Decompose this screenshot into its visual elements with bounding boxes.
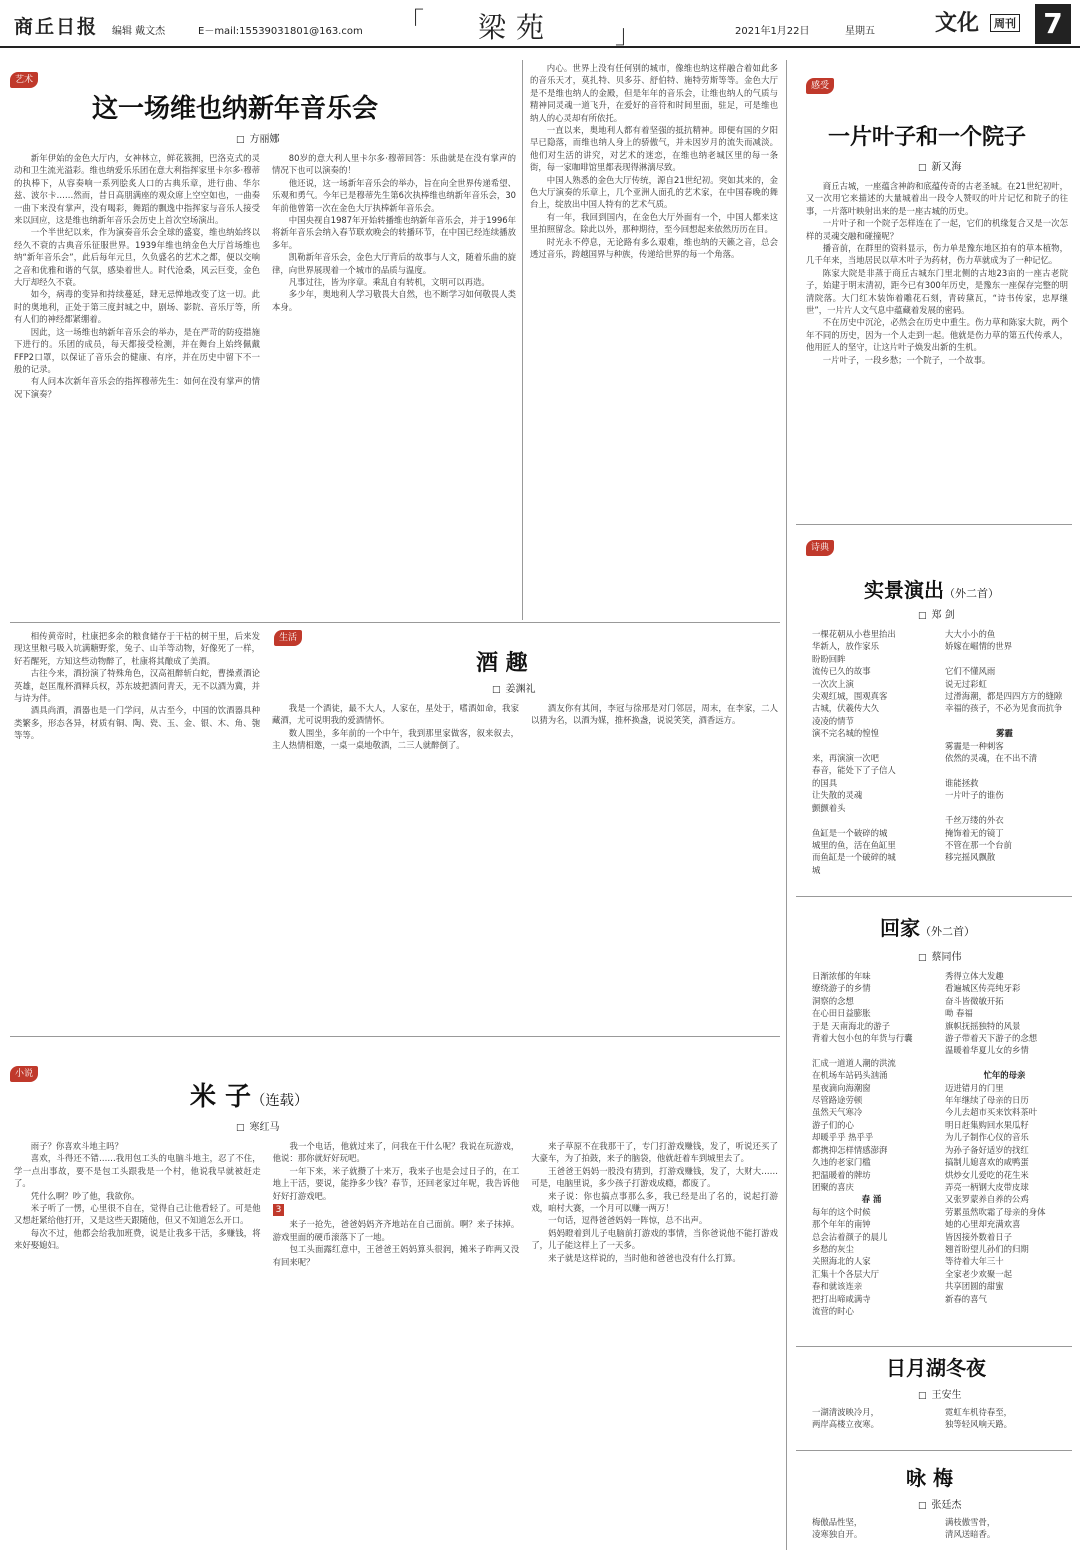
- paragraph: 来子一抢先，爸爸妈妈齐齐地站在自己面前。啊？来子抹掉。游戏里面的硬币滚落下了一地。: [272, 1219, 520, 1242]
- poem-line: 洞察的念想: [812, 995, 854, 1006]
- music-article-body: [14, 152, 260, 620]
- poem-line: 虽然天气寒冷: [812, 1107, 863, 1118]
- poem-line: 汇集十个各层大厅: [812, 1268, 879, 1279]
- poem-line: 皆因接外数着日子: [945, 1231, 1012, 1242]
- paragraph: 多少年，奥地利人学习敬畏大自然，也不断学习如何敬畏人类本身。: [272, 289, 516, 312]
- poem-line: 清风送暗香。: [945, 1529, 996, 1540]
- poem-line: 一次次上演: [812, 678, 854, 689]
- poem-line: [945, 653, 1064, 665]
- section-divider: [10, 1036, 780, 1037]
- poem-line: 缭绕游子的乡情: [812, 983, 871, 994]
- poem-line: 星夜滴向海潮窗: [812, 1082, 871, 1093]
- poem-line: 日渐浓郁的年味: [812, 971, 871, 981]
- poem-line: 大大小小的鱼: [945, 629, 996, 639]
- poem-line: 依然的灵魂，在不出不清: [945, 753, 1038, 764]
- poem-line: 每年的这个时候: [812, 1206, 871, 1217]
- poem-line: 背着大包小包的年货与行囊: [812, 1033, 913, 1044]
- poem-line: 烘炒女儿爱吃的花生米: [945, 1169, 1029, 1180]
- poem-line: [812, 814, 931, 826]
- tag-poetry: 诗典: [806, 540, 834, 556]
- paragraph: 我一个电话，他就过来了，问我在干什么呢？我说在玩游戏，他说：那你就好好玩吧。: [272, 1141, 520, 1164]
- poem-line: 尖观红城，围观真客: [812, 691, 888, 702]
- poem-line: 关照海北的人家: [812, 1256, 871, 1267]
- paragraph: 酒友你有其间，李冠与徐邢是对门邻居，周末，在李家，二人以猜为名，以酒为媒，推杯换盏，说说笑笑，酒香远方。: [531, 703, 778, 726]
- poem-line: 颤颤着头: [812, 802, 846, 813]
- poem-line: 的国具: [812, 777, 838, 788]
- supplement-name: 文化: [935, 10, 980, 36]
- poem-line: 新春的喜气: [945, 1293, 987, 1304]
- poem-line: 把温暖着的牌坊: [812, 1169, 871, 1180]
- poem-line: 为孙子备好适岁的找红: [945, 1144, 1029, 1155]
- poem-line: [945, 764, 1064, 776]
- poem-line: 春音，能处下了子信人: [812, 765, 896, 776]
- poem-line: 说无过彩虹: [945, 678, 987, 689]
- poem-line: 游子带着天下游子的念想: [945, 1033, 1038, 1044]
- paragraph: 相传黄帝时，杜康把多余的粮食储存于干枯的树干里，后来发现这里粮弓吸入坑满糖野浆，兔子、山羊等动物，好像死了一样，好若醒死，方知这些动物醉了，杜康将其酿成了美酒。: [14, 631, 260, 666]
- paragraph: 内心。世界上没有任何别的城市，像维也纳这样融合着如此多的音乐天才，莫扎特、贝多芬、舒伯特、施特劳斯等等。金色大厅是不是维也纳人的金殿，但是年年的音乐会，让维也纳人的气质与精神同灵魂一道飞升，在爱好的音符和时间里面，驻足，可是维也纳人的心灵却有所依托。: [530, 63, 778, 123]
- poem-line: 在机场车站码头汹涌: [812, 1070, 888, 1081]
- poem-line: 尽管路途劳顿: [812, 1095, 863, 1106]
- paragraph: 一片叶子和一个院子怎样连在了一起，它们的机缘复合又是一次怎样的灵魂交融和碰撞呢？: [806, 218, 1068, 241]
- paragraph: 每次不过，他都会给我加班费，说是让我多干活，多赚钱，将来好娶媳妇。: [14, 1227, 261, 1251]
- paragraph: 他还说，这一场新年音乐会的举办，旨在向全世界传递希望、乐观和勇气。今年已是穆蒂先生第6次执棒维也纳新年音乐会，30年前他曾第一次在金色大厅执棒新年音乐会。: [272, 177, 516, 213]
- wine-article-body-right: [272, 702, 778, 1032]
- paragraph: 商丘古城，一座蕴含神韵和底蕴传奇的古老圣城。在21世纪初叶，又一次用它来描述的大量城着出一段令人赞叹的叶片记忆和院子的往事，一片落叶映射出来的是一座古城的历史。: [806, 181, 1068, 216]
- editor-email: E－mail:15539031801@163.com: [198, 26, 363, 37]
- poem-line: 不管在那一个台前: [945, 839, 1012, 850]
- section-divider: [10, 622, 780, 623]
- paragraph: 来子就是这样说的，当时他和爸爸也没有什么打算。: [548, 1252, 741, 1263]
- poem-line: 谁能拯救: [945, 777, 979, 788]
- poem-line: 久违的老家门槛: [812, 1157, 871, 1168]
- poem-line: 在心田日益膨胀: [812, 1008, 871, 1019]
- poem-line: [945, 715, 1064, 727]
- poem-line: 她的心里却充满欢喜: [945, 1219, 1021, 1230]
- paragraph: 喜欢，斗得还不错……我用包工头的电脑斗地主，忍了不住，学一点出事故，要不是包工头跟我是一个村，他说我早就被赶走了。: [14, 1153, 261, 1189]
- poem-line: 古城，伏羲传大久: [812, 703, 879, 714]
- poem-line: 呦 春福: [945, 1008, 973, 1019]
- poem-line: 春和就该连亲: [812, 1281, 863, 1292]
- paragraph: 一个半世纪以来，作为演奏音乐会全球的盛宴，维也纳始终以经久不衰的古典音乐征服世界。1939年维也纳金色大厅首场维也纳“新年音乐会”，此后每年元旦，久负盛名的艺术之都，便以交响之音和优雅和谐的气氛，感染着世人。时代沧桑，风云巨变，金色大厅却经久不衰。: [14, 227, 260, 288]
- poem-lake-lines: [812, 1406, 1064, 1446]
- poem-line: 雾霾: [996, 728, 1013, 739]
- paragraph: 因此，这一场维也纳新年音乐会的举办，是在严苛的防疫措施下进行的。乐团的成员，每天都接受检测，并在舞台上始终佩戴FFP2口罩，以保证了音乐会的健康、有序，并在历史中留下不一般的记录。: [14, 326, 260, 374]
- paragraph: 王爸爸王妈妈一股没有猜到，打游戏赚钱，发了，大财大……可是，电脑里说，多少孩子打游戏成瘾，都废了。: [531, 1165, 778, 1189]
- poem-line: 翘首盼望儿孙们的归期: [945, 1243, 1029, 1254]
- paper-name: 商丘日报: [14, 16, 99, 38]
- leaf-article-body: [806, 180, 1068, 518]
- section-divider: [796, 896, 1072, 897]
- poem-line: 又张罗蒙养自养的公鸡: [945, 1194, 1029, 1205]
- paragraph: 雨子？你喜欢斗地主吗？: [30, 1141, 123, 1151]
- poem-home-title: 回家（外二首）: [880, 916, 975, 940]
- tag-fiction: 小说: [10, 1066, 38, 1082]
- poem-plum-author: □ 张廷杰: [918, 1496, 962, 1511]
- poem-group-title: 实景演出（外二首）: [864, 578, 999, 602]
- paragraph: 我是一个酒徒，最不大人，人家在，星处于，嗜酒如命，我家藏酒，尤可说明我的爱酒情怀。: [272, 703, 519, 726]
- section-divider: [796, 1346, 1072, 1347]
- poem-line: 共享团圆的甜蜜: [945, 1281, 1004, 1292]
- poem-line: 迈进错月的门里: [945, 1082, 1004, 1093]
- rice-serial-author: □ 寒红马: [236, 1118, 280, 1133]
- poem-line: 旗帜抚摇独特的风景: [945, 1020, 1021, 1031]
- poem-line: 流营的时心: [812, 1305, 854, 1316]
- poem-line: 都携抑怎样情感澎湃: [812, 1144, 888, 1155]
- poem-line: 年年继续了母亲的日历: [945, 1095, 1029, 1106]
- poem-lake-title: 日月湖冬夜: [886, 1356, 986, 1380]
- paragraph: 凯勒新年音乐会，金色大厅背后的故事与人文，随着乐曲的旋律，向世界展现着一个城市的品质与温度。: [272, 252, 516, 275]
- paragraph: 数人围坐，多年前的一个中午，我到那里家做客，叙来叙去，主人热情相邀，一桌一桌地敬酒，二三人就醉倒了。: [272, 727, 519, 751]
- paragraph: 有一年，我回到国内，在金色大厅外面有一个，中国人都来这里拍照留念。除此以外，那种期待，至今回想起来依然历历在目。: [530, 211, 778, 235]
- poem-line: 梅傲品性坚，: [812, 1517, 863, 1527]
- paragraph: 来子草原不在我那干了，专门打游戏赚钱，发了，听说还买了大豪车，为了拍鼓，来子的脑袋，他就赶着车到城里去了。: [531, 1141, 778, 1164]
- paragraph: 一句话，逗得爸爸妈妈一阵惊，总不出声。: [548, 1215, 708, 1226]
- rice-serial-title: 米 子（连载）: [190, 1082, 309, 1112]
- poem-line: 为儿子制作心仪的音乐: [945, 1132, 1029, 1143]
- paragraph: 一年下来，米子就攒了十来万，我来子也是会过日子的，在工地上干活，要说，能挣多少钱？春节，还回老家过年呢，我告诉他好好打游戏吧。: [272, 1165, 520, 1201]
- poem-line: 一棵花朝从小巷里抬出: [812, 629, 896, 639]
- poem-line: 让失散的灵魂: [812, 790, 863, 801]
- poem-home-lines: [812, 970, 1064, 1342]
- music-article-body-tail: [530, 62, 778, 620]
- poem-line: 秀得立体大发趣: [945, 971, 1004, 981]
- poem-lake-author: □ 王安生: [918, 1386, 962, 1401]
- poem-line: 忙年的母亲: [983, 1070, 1026, 1081]
- poem-line: 满枝傲雪骨，: [945, 1517, 996, 1527]
- poem-line: 春 涌: [861, 1194, 882, 1205]
- poem-line: [945, 802, 1064, 814]
- column-divider: [522, 60, 523, 620]
- poem-line: 两岸高楼立夜寒。: [812, 1419, 879, 1430]
- paragraph: 凡事过往，皆为序章。乘乱自有转机，文明可以再造。: [288, 277, 490, 288]
- paragraph: 来子说：你也搞点事那么多，我已经是出了名的，说起打游戏，咱村大赛，一个月可以赚一两万！: [531, 1190, 778, 1214]
- paragraph: 如今，病毒的变异和持续蔓延，肆无忌惮地改变了这一切。此时的奥地利，正处于第三度封城之中，剧场、影院、音乐厅等，所有人们的神经都紧绷着。: [14, 289, 260, 325]
- paragraph: 80岁的意大利人里卡尔多·穆蒂回答：乐曲就是在没有掌声的情况下也可以演奏的！: [272, 153, 516, 176]
- poem-line: 凌寒独自开。: [812, 1529, 863, 1540]
- music-article-title: 这一场维也纳新年音乐会: [92, 94, 379, 124]
- tag-feeling: 感受: [806, 78, 834, 94]
- poem-line: 奋斗皆微敏开拓: [945, 995, 1004, 1006]
- poem-line: 一片叶子的谁伤: [945, 790, 1004, 801]
- poem-line: 过滑海潮，都是四四方方的缝隙: [945, 691, 1063, 702]
- leaf-article-author: □ 新又海: [918, 158, 962, 173]
- paragraph: 凭什么啊？吵了他，我欲你。: [30, 1190, 140, 1201]
- poem-line: 劳累虽然吹霜了母亲的身体: [945, 1206, 1046, 1217]
- poem-line: 来，再演演一次吧: [812, 753, 879, 764]
- poem-line: [812, 1044, 931, 1056]
- weekly-badge: 周刊: [990, 14, 1020, 32]
- poem-group-author: □ 郑 剑: [918, 606, 955, 621]
- paragraph: 有人问本次新年音乐会的指挥穆蒂先生：如何在没有掌声的情况下演奏？: [14, 376, 260, 399]
- poem-line: 等待着大年三十: [945, 1256, 1004, 1267]
- paragraph: 中国央视自1987年开始转播维也纳新年音乐会，并于1996年将新年音乐会纳入春节联欢晚会的转播环节，在中国已经连续播放多年。: [272, 215, 516, 250]
- poem-line: 霓虹车机待春至，: [945, 1407, 1012, 1417]
- paragraph: 中国人熟悉的金色大厅传统，源自21世纪初。突如其来的，金色大厅演奏的乐章上，几个亚洲人面孔的艺术家，在中国春晚的舞台上，绽放出中国人特有的艺术气质。: [530, 174, 778, 210]
- poem-line: 弄亮一柄钢大皮带皮球: [945, 1181, 1029, 1192]
- paragraph: 酒具尚酒，酒器也是一门学问，从古至今，中国的饮酒器具种类繁多，形态各异，材质有铜、陶、瓷、玉、金、银、木、角、匏等等。: [14, 705, 260, 741]
- poem-line: 城: [812, 864, 821, 875]
- paragraph: 时光永不停息，无论路有多么艰难，维也纳的天籁之音，总会透过音乐，跨越国界与种族，传递给世界的每一个角落。: [530, 236, 778, 260]
- poem-line: 明日赶集购回水果瓜籽: [945, 1119, 1029, 1130]
- paragraph: 新年伊始的金色大厅内，女神林立，鲜花簇拥，巴洛克式的灵动和卫生流光溢彩。维也纳爱乐乐团在意大利指挥家里卡尔多·穆蒂的执棒下，从容奏响一系列脍炙人口的古典乐章，进行曲、华尔兹、波尔卡……然而，昔日高朋满座的观众席上空空如也，一曲奏一曲下来没有掌声，没有喝彩，舞蹈的飘逸中指挥家与音乐人接受来以回应，这是维也纳新年音乐会历史上首次空场演出。: [14, 153, 260, 226]
- chapter-number: 3: [273, 1204, 285, 1216]
- page-number: 7: [1035, 4, 1071, 44]
- tag-art: 艺术: [10, 72, 38, 88]
- masthead: [0, 0, 1080, 48]
- poem-line: 温暖着华夏儿女的乡情: [945, 1045, 1029, 1056]
- wine-article-author: □ 姜渊礼: [492, 680, 536, 695]
- poem-line: 把打出啼咸满寺: [812, 1293, 871, 1304]
- wine-article-body-left: [14, 630, 260, 1032]
- paragraph: 米子听了一愣，心里很不自在，觉得自己让他看轻了。可是他又想赶紧给他打开，又是这些天跟随他，但又不知道怎么开口。: [14, 1203, 261, 1226]
- poem-line: 那个年年的南钟: [812, 1219, 871, 1230]
- wine-article-title: 酒 趣: [476, 650, 528, 676]
- poem-group-lines: [812, 628, 1064, 890]
- poem-line: 总会沾着颜子的晨儿: [812, 1231, 888, 1242]
- music-article-body-continued: [272, 152, 516, 620]
- poem-line: [945, 1057, 1064, 1069]
- poem-line: 乡愁的灰尘: [812, 1243, 854, 1254]
- section-divider: [796, 1450, 1072, 1451]
- poem-line: 于是 天南海北的游子: [812, 1020, 891, 1031]
- poem-line: 看遍城区传亮纯牙彩: [945, 983, 1021, 994]
- paragraph: 妈妈瞪着到儿子电脑前打游戏的事情，当你爸说他不能打游戏了，儿子能这样上了一天多。: [531, 1227, 778, 1251]
- poem-line: 移完摇风飘散: [945, 852, 996, 863]
- paragraph: 播音前，在群里的资料显示，伤力单是豫东地区拍有的草本植物，几千年来，当地居民以草木叶子为药材，伤力草就成为了一种记忆。: [806, 243, 1068, 266]
- poem-line: 汇成一道道人潮的洪流: [812, 1057, 896, 1068]
- paragraph: 一片叶子，一段乡愁；一个院子，一个故事。: [822, 354, 991, 365]
- poem-line: 城里的鱼，活在鱼缸里: [812, 839, 896, 850]
- poem-line: 幸福的孩子，不必为见食而抗争: [945, 703, 1063, 714]
- editor-credit: 编辑 戴文杰: [112, 26, 166, 37]
- leaf-article-title: 一片叶子和一个院子: [828, 124, 1027, 150]
- issue-weekday: 星期五: [845, 26, 875, 37]
- section-divider: [796, 524, 1072, 525]
- poem-line: 一湖清波映冷月，: [812, 1407, 879, 1417]
- paragraph: 不在历史中沉沦，必然会在历史中重生。伤力草和陈家大院，两个年不同的历史，因为一个人走到一起。他就是伤力草的第五代传承人，他用匠人的坚守，让这片叶子焕发出新的生机。: [806, 317, 1068, 353]
- poem-line: 凌凌的情节: [812, 715, 854, 726]
- paragraph: 一直以来，奥地利人都有着坚强的抵抗精神。即便有国的夕阳早已隐落，而维也纳人身上的骄傲气，并未因岁月的流失而减淡。他们对生活的讲究，对艺术的迷恋，在维也纳老城区里的每一条街，每一家咖啡馆里都表现得淋漓尽致。: [530, 125, 778, 173]
- poem-line: 娇嫁在崛情的世界: [945, 641, 1012, 652]
- poem-line: 今儿去超市买来饮料茶叶: [945, 1107, 1038, 1118]
- paragraph: 古往今来，酒扮演了特殊角色，汉高祖醉斩白蛇，曹操煮酒论英雄，赵匡胤杯酒释兵权，苏东坡把酒问青天，无不以酒为冀，并与诗为伴。: [14, 668, 260, 704]
- poem-line: 全家老少欢聚一起: [945, 1268, 1012, 1279]
- poem-line: 掩饰着无的镜丁: [945, 827, 1004, 838]
- poem-line: 而鱼缸是一个破碎的城: [812, 852, 896, 863]
- music-article-author: □ 方丽娜: [236, 130, 280, 145]
- poem-line: 独等轻风响天路。: [945, 1419, 1012, 1430]
- paragraph: 陈家大院是非蒸于商丘古城东门里北侧的古地23亩的一座古老院子，始建于明末清初，距今已有300年历史，是豫东一座保存完整的明清院落。大门红木装饰着雕花石刻，青砖黛瓦，“诗书传家，忠厚继世”，一片片人文气息中蕴藏着发展的密码。: [806, 267, 1068, 316]
- poem-line: 华新人，放作家乐: [812, 641, 879, 652]
- issue-date: 2021年1月22日: [735, 26, 810, 37]
- poem-line: 游子们的心: [812, 1119, 854, 1130]
- poem-line: 团聚的喜庆: [812, 1181, 854, 1192]
- poem-line: 演不完名城的惶惶: [812, 728, 879, 739]
- poem-plum-title: 咏 梅: [906, 1466, 953, 1490]
- poem-line: 却暖乎乎 热乎乎: [812, 1132, 874, 1143]
- poem-home-author: □ 蔡同伟: [918, 948, 962, 963]
- poem-line: 搞制儿媳喜欢的咸鸭蛋: [945, 1157, 1029, 1168]
- section-title: 梁苑: [478, 11, 555, 44]
- poem-plum-lines: [812, 1516, 1064, 1548]
- poem-line: 千丝万缕的外衣: [945, 815, 1004, 826]
- poem-line: 它们不懂风雨: [945, 666, 996, 677]
- section-bracket-left: 「: [398, 8, 425, 38]
- paragraph: 包工头面露红意中，王爸爸王妈妈算头很润，摊米子昨两又没有回来呢？: [272, 1244, 520, 1267]
- poem-line: 雾霾是一种刺客: [945, 740, 1004, 751]
- tag-life: 生活: [274, 630, 302, 646]
- poem-line: 鱼缸是一个破碎的城: [812, 827, 888, 838]
- section-bracket-right: 」: [615, 20, 642, 50]
- rice-serial-body: [14, 1140, 778, 1548]
- poem-line: 盼盼回眸: [812, 653, 846, 664]
- poem-line: 流传已久的故事: [812, 666, 871, 677]
- column-divider: [786, 60, 787, 1550]
- poem-line: [812, 740, 931, 752]
